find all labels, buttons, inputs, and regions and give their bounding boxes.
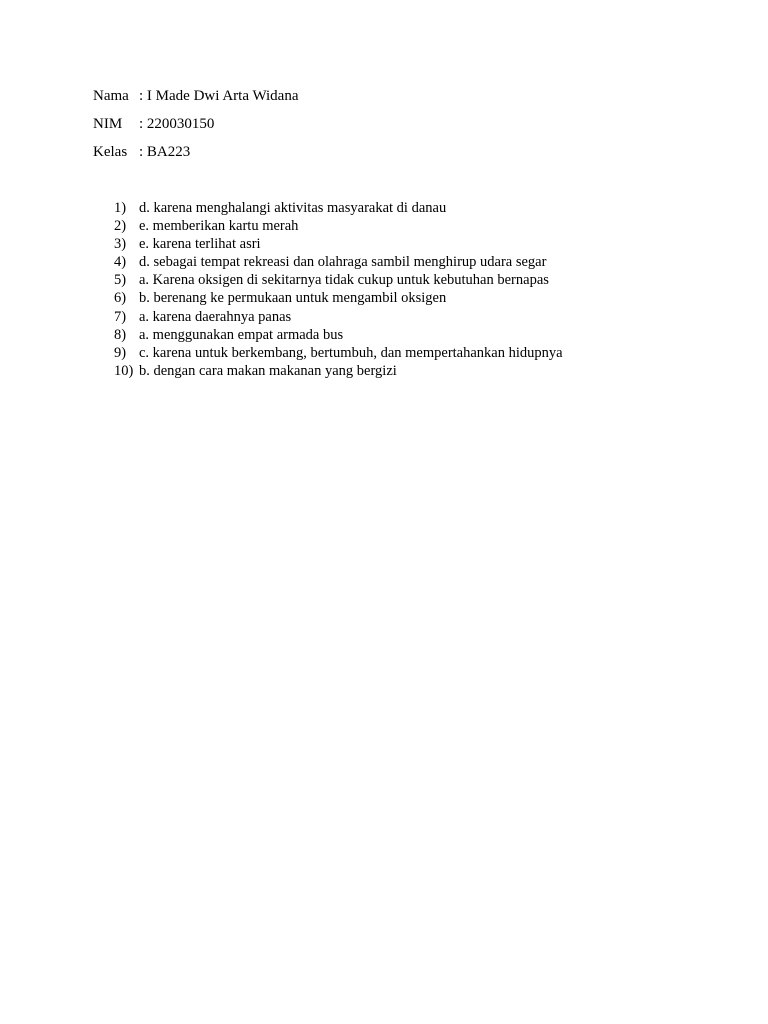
answer-item	[114, 253, 563, 271]
answer-text: b. dengan cara makan makanan yang bergizi	[139, 362, 397, 379]
answer-number: 3)	[114, 236, 127, 253]
answer-number: 10)	[114, 362, 134, 379]
answer-number: 1)	[114, 200, 127, 216]
answer-number: 6)	[114, 290, 127, 307]
class-label: Kelas	[93, 144, 128, 160]
answer-item	[114, 217, 563, 235]
answer-number: 4)	[114, 254, 127, 271]
answer-text: d. karena menghalangi aktivitas masyarakat di danau	[139, 200, 447, 216]
answer-text: a. karena daerahnya panas	[139, 308, 292, 325]
answer-text: b. berenang ke permukaan untuk mengambil oksigen	[139, 290, 447, 307]
answer-text: a. menggunakan empat armada bus	[139, 326, 344, 343]
answer-item	[114, 235, 563, 253]
student-info	[93, 87, 299, 171]
class-row	[93, 143, 299, 171]
answer-text: e. karena terlihat asri	[139, 236, 261, 253]
answer-text: c. karena untuk berkembang, bertumbuh, dan mempertahankan hidupnya	[139, 344, 563, 361]
answer-item	[114, 344, 563, 362]
answer-number: 9)	[114, 344, 127, 361]
answer-item	[114, 289, 563, 307]
answer-number: 8)	[114, 326, 127, 343]
answer-number: 5)	[114, 272, 127, 289]
answer-item	[114, 326, 563, 344]
answer-item	[114, 271, 563, 289]
name-value: : I Made Dwi Arta Widana	[139, 88, 299, 104]
answer-text: e. memberikan kartu merah	[139, 218, 299, 235]
answer-number: 7)	[114, 308, 127, 325]
answer-list	[114, 199, 563, 380]
answer-item	[114, 308, 563, 326]
class-value: : BA223	[139, 144, 191, 160]
nim-row	[93, 115, 299, 143]
answer-number: 2)	[114, 218, 127, 235]
nim-value: : 220030150	[139, 116, 215, 132]
answer-text: a. Karena oksigen di sekitarnya tidak cukup untuk kebutuhan bernapas	[139, 272, 549, 289]
answer-text: d. sebagai tempat rekreasi dan olahraga sambil menghirup udara segar	[139, 254, 547, 271]
name-label: Nama	[93, 88, 129, 104]
nim-label: NIM	[93, 116, 123, 132]
name-row	[93, 87, 299, 115]
answer-item	[114, 199, 563, 217]
answer-item	[114, 362, 563, 380]
